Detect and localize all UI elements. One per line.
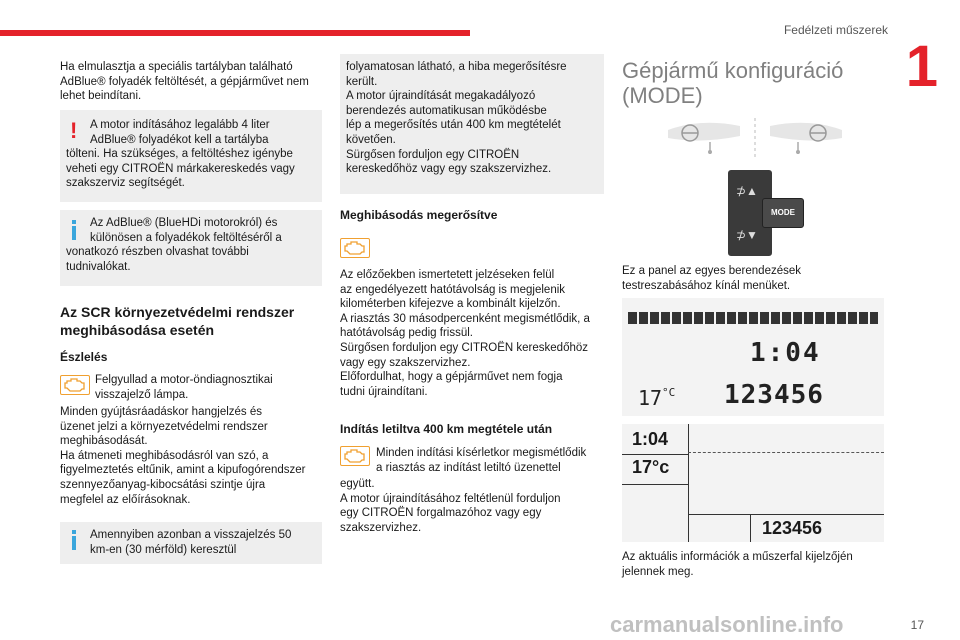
text-line: Sürgősen forduljon egy CITROËN [346, 148, 520, 161]
confirm-heading: Meghibásodás megerősítve [340, 208, 498, 222]
text-line: Előfordulhat, hogy a gépjárművet nem fogja [340, 371, 563, 384]
info-icon [72, 226, 76, 240]
engine-warning-icon [340, 238, 370, 258]
exclamation-icon: ! [70, 118, 78, 143]
block-paragraph [340, 477, 606, 535]
continued-text [346, 60, 601, 177]
segment-bar [628, 312, 878, 324]
text-line: veheti egy CITROËN márkakereskedés vagy [66, 162, 295, 175]
segment-display [622, 298, 884, 416]
info-icon-dot [72, 220, 76, 224]
text-line: Az aktuális információk a műszerfal kijelzőjén [622, 551, 853, 563]
detect-paragraph [60, 405, 322, 507]
engine-warning-icon [60, 375, 90, 395]
text-line: került. [346, 75, 378, 88]
divider-line [688, 424, 689, 542]
text-line: visszajelző lámpa. [95, 388, 189, 401]
text-line: lehet beindítani. [60, 90, 142, 103]
text-line: Az AdBlue® (BlueHDi motorokról) és [90, 217, 278, 229]
text-line: Ha átmeneti meghibásodásról van szó, a [60, 449, 269, 462]
section-title-line: Az SCR környezetvédelmi rendszer [60, 304, 295, 320]
text-line: Az előzőekben ismertetett jelzéseken felül [340, 269, 555, 281]
text-line: vonatkozó részben olvashat további [66, 246, 249, 259]
text-line: A motor újraindításához feltétlenül forduljon [340, 492, 561, 505]
text-line: figyelmeztetés eltűnik, amint a kipufogórendszer [60, 464, 306, 477]
title-line: Gépjármű konfiguráció [622, 58, 844, 83]
text-line: Ha elmulasztja a speciális tartályban található [60, 61, 293, 73]
text-line: A motor indításához legalább 4 liter [90, 119, 270, 131]
engine-warning-icon [340, 446, 370, 466]
intro-paragraph [60, 60, 322, 104]
text-line: AdBlue® folyadék feltöltését, a gépjárművet nem [60, 75, 309, 88]
steering-wheel-illustration [660, 116, 850, 162]
text-line: Sürgősen forduljon egy CITROËN kereskedőhöz [340, 341, 589, 354]
page-number: 17 [910, 618, 924, 632]
text-line: A riasztás 30 másodpercenként megismétlődik, a [340, 312, 590, 325]
text-line: a riasztás az indítást letiltó üzenettel [376, 461, 561, 474]
watermark: carmanualsonline.info [610, 612, 844, 637]
section-title-line: meghibásodása esetén [60, 322, 215, 338]
text-line: Minden gyújtásráadáskor hangjelzés és [60, 406, 263, 418]
text-line: tölteni. Ha szükséges, a feltöltéshez igénybe [66, 148, 293, 161]
continued-box [340, 54, 604, 194]
text-line: együtt. [340, 478, 375, 490]
display-temperature-unit: °C [662, 386, 676, 399]
header-title: Fedélzeti műszerek [783, 23, 888, 37]
mode-button[interactable]: MODE [762, 198, 804, 228]
info-icon [72, 536, 76, 550]
text-line: kereskedőhöz vagy egy szakszervizhez. [346, 163, 552, 176]
text-line: követően. [346, 133, 396, 146]
text-line: Ez a panel az egyes berendezések [622, 265, 802, 277]
divider-line [688, 514, 884, 515]
title-line: (MODE) [622, 83, 703, 108]
display-odometer: 123456 [724, 380, 824, 410]
info-icon-dot [72, 530, 76, 534]
text-line: tudni újraindítani. [340, 385, 428, 398]
text-line: meghibásodását. [60, 435, 148, 448]
display-description [622, 550, 892, 579]
text-line: üzenet jelzi a környezetvédelmi rendszer [60, 420, 268, 433]
text-line: különösen a folyadékok feltöltéséről a [90, 231, 282, 244]
text-line: vagy egy szakszervizhez. [340, 356, 471, 369]
text-line: lép a megerősítés után 400 km megtételét [346, 119, 561, 132]
info-box [60, 210, 322, 286]
divider-dashed [688, 452, 884, 453]
text-line: kilométerben kifejezve a kombinált kijelzőn. [340, 298, 561, 311]
text-line: egy CITROËN forgalmazóhoz vagy egy [340, 507, 542, 520]
headlight-down-icon: ⊅▼ [736, 228, 758, 242]
text-line: Felgyullad a motor-öndiagnosztikai [95, 374, 273, 386]
matrix-display [622, 424, 884, 542]
display-temperature: 17°c [632, 457, 670, 477]
display-time: 1:04 [632, 429, 669, 449]
text-line: az engedélyezett hatótávolság is megjelenik [340, 283, 566, 296]
text-line: testreszabásához kínál menüket. [622, 279, 791, 292]
text-line: jelennek meg. [622, 565, 694, 578]
text-line: folyamatosan látható, a hiba megerősítésre [346, 61, 567, 73]
text-line: szennyezőanyag-kibocsátási szintje újra [60, 478, 266, 491]
warning-box [60, 110, 322, 202]
header-red-bar [0, 30, 470, 36]
text-line: megfelel az előírásoknak. [60, 493, 191, 506]
detect-heading: Észlelés [60, 350, 108, 364]
text-line: szakszervizhez. [340, 521, 422, 534]
divider-line [622, 484, 688, 485]
panel-description [622, 264, 892, 293]
text-line: AdBlue® folyadékot kell a tartályba [90, 133, 269, 146]
text-line: berendezés automatikusan működésbe [346, 104, 547, 117]
section-title [60, 303, 322, 339]
display-odometer: 123456 [762, 518, 823, 538]
mode-title [622, 58, 843, 108]
text-line: Amennyiben azonban a visszajelzés 50 [90, 529, 292, 541]
text-line: hatótávolság pedig frissül. [340, 327, 473, 340]
display-temperature: 17 [638, 386, 663, 410]
confirm-paragraph [340, 268, 606, 399]
text-line: szakszerviz segítségét. [66, 177, 185, 190]
divider-line [750, 514, 751, 542]
text-line: A motor újraindítását megakadályozó [346, 90, 536, 103]
text-line: tudnivalókat. [66, 260, 131, 273]
text-line: km-en (30 mérföld) keresztül [90, 543, 237, 556]
headlight-up-icon: ⊅▲ [736, 184, 758, 198]
chapter-number: 1 [905, 34, 938, 99]
divider-line [622, 454, 688, 455]
block-heading: Indítás letiltva 400 km megtétele után [340, 422, 553, 436]
text-line: Minden indítási kísérletkor megismétlődik [376, 447, 587, 459]
info-box-2 [60, 522, 322, 564]
display-time: 1:04 [750, 338, 821, 368]
